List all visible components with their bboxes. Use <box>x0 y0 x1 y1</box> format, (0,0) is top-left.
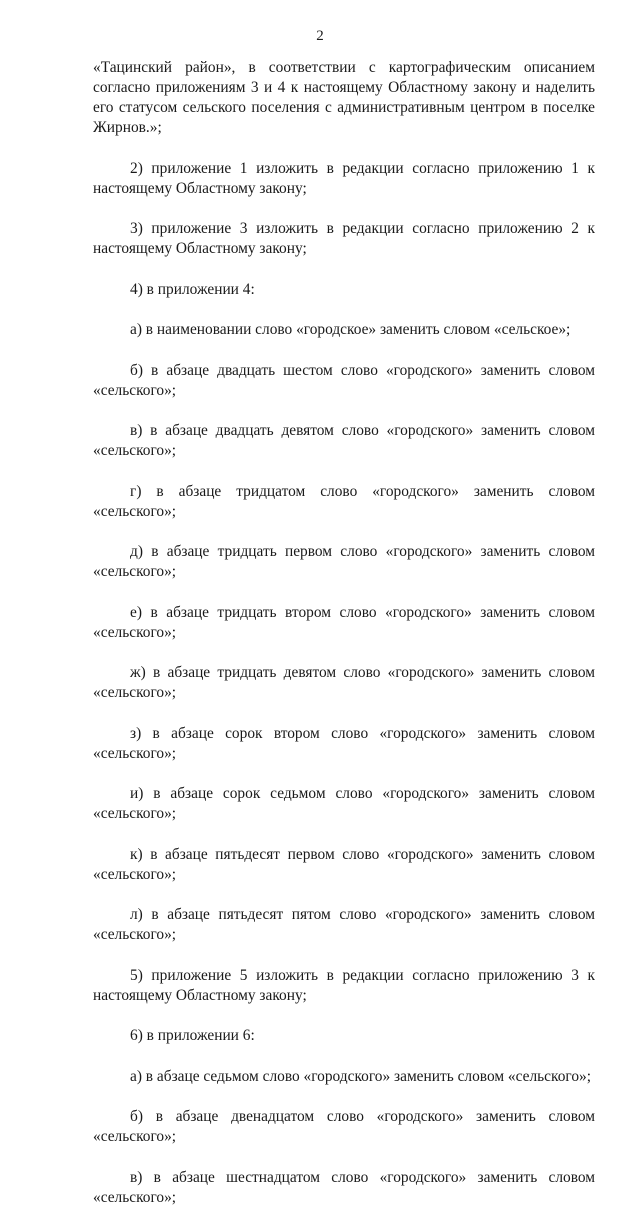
paragraph-item-3: 3) приложение 3 изложить в редакции согласно приложению 2 к настоящему Областному закону; <box>93 220 595 257</box>
paragraph-subitem-4d: д) в абзаце тридцать первом слово «городского» заменить словом «сельского»; <box>93 543 595 580</box>
paragraph-subitem-4e: е) в абзаце тридцать втором слово «городского» заменить словом «сельского»; <box>93 603 595 641</box>
paragraph-subitem-4zh: ж) в абзаце тридцать девятом слово «городского» заменить словом «сельского»; <box>93 664 595 701</box>
paragraph-item-4: 4) в приложении 4: <box>130 280 255 298</box>
paragraph-subitem-6a: а) в абзаце седьмом слово «городского» заменить словом «сельского»; <box>130 1067 591 1085</box>
paragraph-subitem-4i: и) в абзаце сорок седьмом слово «городского» заменить словом «сельского»; <box>93 785 595 822</box>
paragraph-subitem-6v: в) в абзаце шестнадцатом слово «городского» заменить словом «сельского»; <box>93 1168 595 1206</box>
paragraph-subitem-4a: а) в наименовании слово «городское» заменить словом «сельское»; <box>130 321 571 338</box>
paragraph-subitem-6b: б) в абзаце двенадцатом слово «городского» заменить словом «сельского»; <box>93 1108 595 1145</box>
paragraph-subitem-4v: в) в абзаце двадцать девятом слово «городского» заменить словом «сельского»; <box>93 422 595 459</box>
paragraph-item-2: 2) приложение 1 изложить в редакции согласно приложению 1 к настоящему Областному закону; <box>93 159 595 197</box>
paragraph-item-5: 5) приложение 5 изложить в редакции согласно приложению 3 к настоящему Областному закону; <box>93 966 595 1004</box>
paragraph-subitem-4g: г) в абзаце тридцатом слово «городского» заменить словом «сельского»; <box>93 482 595 520</box>
paragraph-subitem-4l: л) в абзаце пятьдесят пятом слово «городского» заменить словом «сельского»; <box>93 906 595 943</box>
paragraph-continuation: «Тацинский район», в соответствии с картографическим описанием согласно приложениям 3 и 4 к настоящему Областному закону и наделить его статусом сельского поселения с административным центром в поселке Жирнов.»; <box>93 59 595 136</box>
paragraph-item-6: 6) в приложении 6: <box>130 1027 255 1044</box>
paragraph-subitem-4k: к) в абзаце пятьдесят первом слово «городского» заменить словом «сельского»; <box>93 845 595 883</box>
paragraph-subitem-4b: б) в абзаце двадцать шестом слово «городского» заменить словом «сельского»; <box>93 361 595 399</box>
page-number: 2 <box>316 28 324 44</box>
paragraph-subitem-4z: з) в абзаце сорок втором слово «городского» заменить словом «сельского»; <box>93 724 595 762</box>
document-body <box>93 58 595 1228</box>
